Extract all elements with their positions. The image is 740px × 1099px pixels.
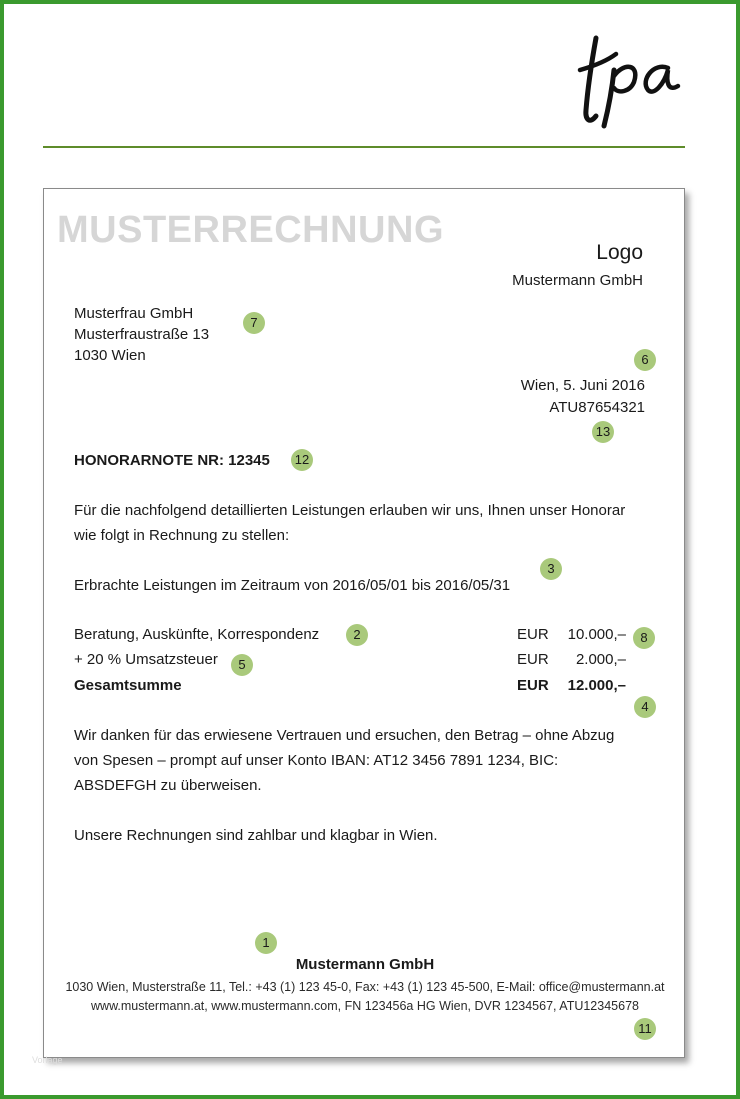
total-amount: 12.000,– [567, 677, 626, 694]
annotation-badge: 2 [346, 624, 368, 646]
annotation-badge: 7 [243, 312, 265, 334]
annotation-badge: 12 [291, 449, 313, 471]
recipient-line: 1030 Wien [74, 347, 146, 364]
total-currency: EUR [517, 677, 549, 694]
payment-text: Wir danken für das erwiesene Vertrauen und ersuchen, den Betrag – ohne Abzug von Spesen – prompt auf unser Konto IBAN: AT12 3456 7891 1234, BIC: ABSDEFGH zu überweisen. [74, 727, 615, 794]
footer-registry: www.mustermann.at, www.mustermann.com, FN 123456a HG Wien, DVR 1234567, ATU12345678 [91, 999, 639, 1013]
tpa-logo [574, 30, 689, 130]
terms-text: Unsere Rechnungen sind zahlbar und klagbar in Wien. [74, 827, 438, 844]
invoice-sheet [43, 188, 685, 1058]
recipient-line: Musterfraustraße 13 [74, 326, 210, 343]
item-amount: 10.000,– [567, 626, 626, 643]
item-description: Beratung, Auskünfte, Korrespondenz [74, 626, 320, 643]
service-period: Erbrachte Leistungen im Zeitraum von 2016/05/01 bis 2016/05/31 [74, 577, 511, 594]
header-divider [43, 146, 685, 148]
footer-company: Mustermann GmbH [295, 956, 435, 973]
annotation-badge: 8 [633, 627, 655, 649]
footer-contact: 1030 Wien, Musterstraße 11, Tel.: +43 (1) 123 45-0, Fax: +43 (1) 123 45-500, E-Mail: office@mustermann.at [65, 980, 665, 994]
date-block [521, 375, 645, 419]
sender-name: Mustermann GmbH [512, 272, 643, 289]
annotation-badge: 11 [634, 1018, 656, 1040]
annotation-badge: 6 [634, 349, 656, 371]
annotation-badge: 13 [592, 421, 614, 443]
item-description: + 20 % Umsatzsteuer [74, 651, 218, 668]
total-label: Gesamtsumme [74, 677, 182, 694]
watermark-title: MUSTERRECHNUNG [57, 209, 444, 251]
intro-text: Für die nachfolgend detaillierten Leistungen erlauben wir uns, Ihnen unser Honorar wie folgt in Rechnung zu stellen: [74, 502, 626, 544]
annotation-badge: 3 [540, 558, 562, 580]
item-currency: EUR [517, 626, 549, 643]
line-item [74, 651, 626, 673]
total-row [74, 677, 626, 699]
invoice-title: HONORARNOTE NR: 12345 [74, 452, 270, 469]
annotation-badge: 1 [255, 932, 277, 954]
annotation-badge: 4 [634, 696, 656, 718]
vat-id: ATU87654321 [549, 399, 645, 416]
recipient-address [74, 303, 209, 366]
invoice-date: Wien, 5. Juni 2016 [520, 377, 645, 394]
corner-note: Vorlage [32, 1055, 63, 1065]
item-currency: EUR [517, 651, 549, 668]
item-amount: 2.000,– [575, 651, 626, 668]
annotation-badge: 5 [231, 654, 253, 676]
recipient-line: Musterfrau GmbH [74, 305, 194, 322]
logo-placeholder: Logo [596, 241, 643, 264]
